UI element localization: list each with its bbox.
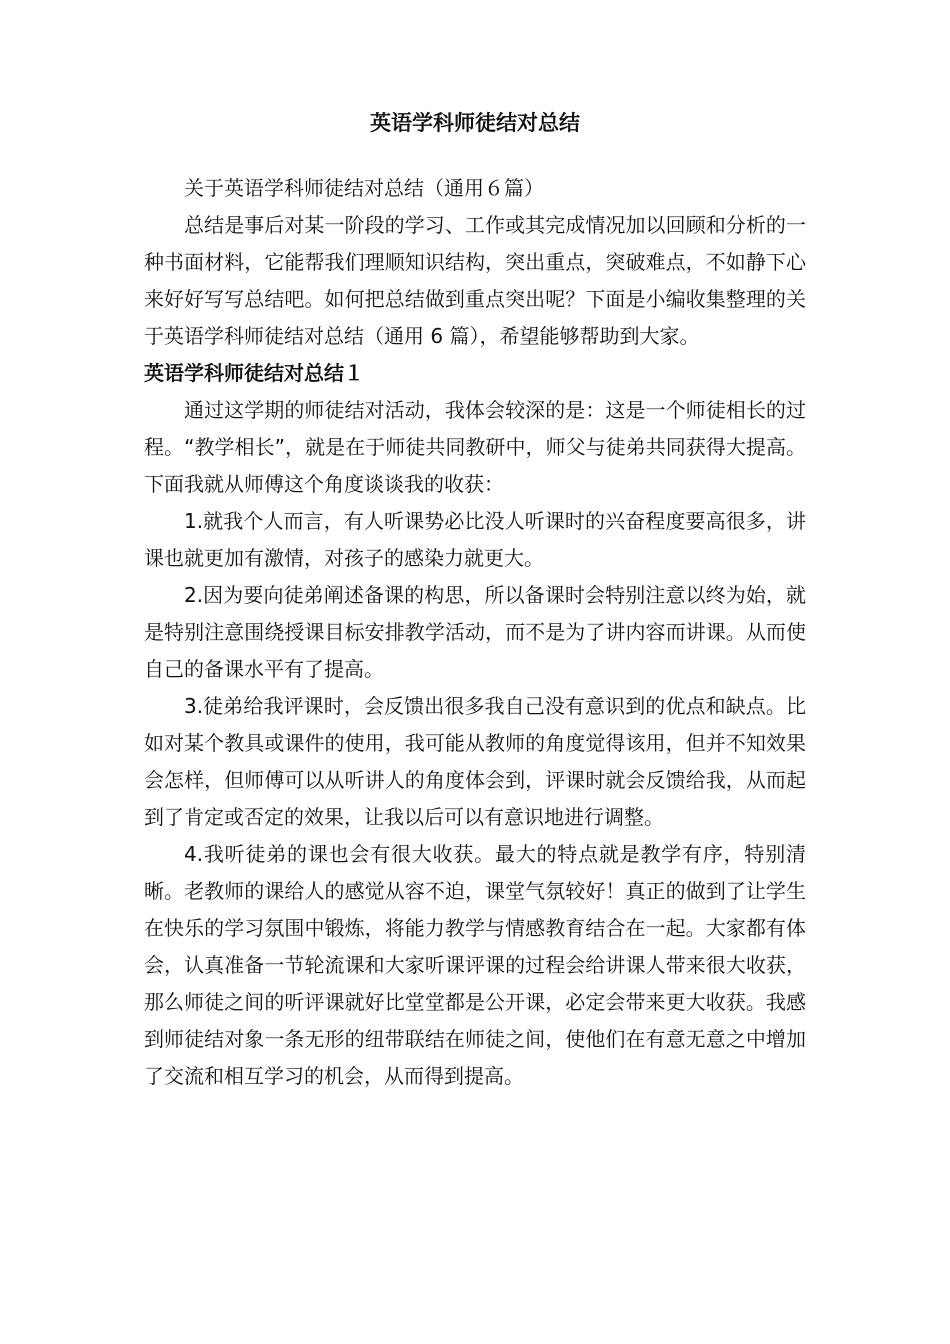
section-heading: 英语学科师徒结对总结１ — [144, 361, 364, 385]
body-paragraph-4: 3.徒弟给我评课时，会反馈出很多我自己没有意识到的优点和缺点。比如对某个教具或课件的使用，我可能从教师的角度觉得该用，但并不知效果会怎样，但师傅可以从听讲人的角度体会到，评课时就会反馈给我，从而起到了肯定或否定的效果，让我以后可以有意识地进行调整。 — [144, 694, 806, 829]
intro-paragraph: 总结是事后对某一阶段的学习、工作或其完成情况加以回顾和分析的一种书面材料，它能帮我们理顺知识结构，突出重点，突破难点，不如静下心来好好写写总结吧。如何把总结做到重点突出呢？下面是小编收集整理的关于英语学科师徒结对总结（通用 6 篇），希望能够帮助到大家。 — [144, 213, 806, 348]
body-paragraph-1: 通过这学期的师徒结对活动，我体会较深的是：这是一个师徒相长的过程。“教学相长”，就是在于师徒共同教研中，师父与徒弟共同获得大提高。下面我就从师傅这个角度谈谈我的收获： — [144, 398, 806, 496]
intro-line: 关于英语学科师徒结对总结（通用６篇） — [184, 176, 544, 200]
body-paragraph-5: 4.我听徒弟的课也会有很大收获。最大的特点就是教学有序，特别清晰。老教师的课给人的感觉从容不迫，课堂气氛较好！真正的做到了让学生在快乐的学习氛围中锻炼，将能力教学与情感教育结合在一起。大家都有体会，认真准备一节轮流课和大家听课评课的过程会给讲课人带来很大收获，那么师徒之间的听评课就好比堂堂都是公开课，必定会带来更大收获。我感到师徒结对象一条无形的纽带联结在师徒之间，使他们在有意无意之中增加了交流和相互学习的机会，从而得到提高。 — [144, 842, 806, 1088]
document-title: 英语学科师徒结对总结 — [370, 111, 580, 135]
body-paragraph-2: 1.就我个人而言，有人听课势必比没人听课时的兴奋程度要高很多，讲课也就更加有激情，对孩子的感染力就更大。 — [144, 509, 806, 570]
body-paragraph-3: 2.因为要向徒弟阐述备课的构思，所以备课时会特别注意以终为始，就是特别注意围绕授课目标安排教学活动，而不是为了讲内容而讲课。从而使自己的备课水平有了提高。 — [144, 583, 806, 681]
